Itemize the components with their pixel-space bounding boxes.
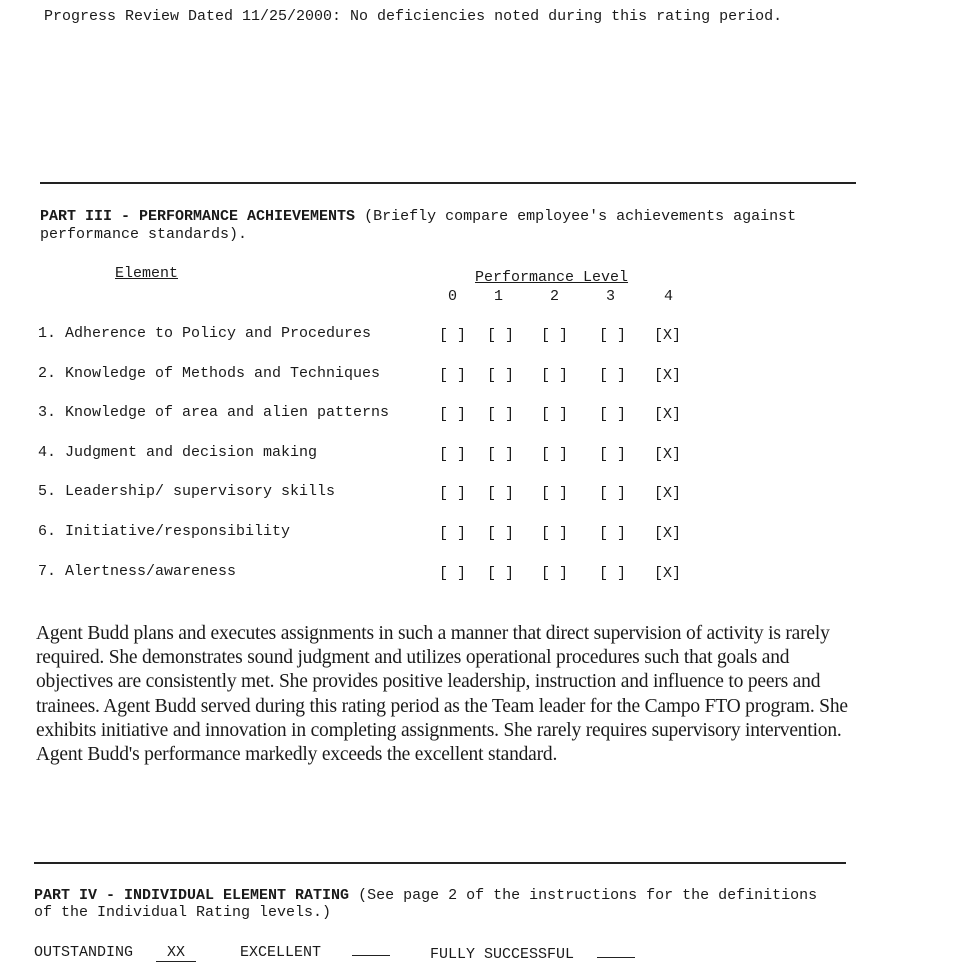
- checkbox-checked[interactable]: [X]: [654, 485, 682, 503]
- rating-fully-successful: [430, 946, 635, 963]
- rating-outstanding: [34, 944, 196, 962]
- checkbox-empty[interactable]: [ ]: [439, 327, 467, 344]
- part4-header: [34, 887, 817, 904]
- element-label: 7. Alertness/awareness: [38, 562, 237, 580]
- rating-fully-successful-mark: [597, 957, 635, 958]
- checkbox-empty[interactable]: [ ]: [439, 485, 467, 503]
- checkbox-empty[interactable]: [ ]: [439, 366, 467, 384]
- level-number: 3: [606, 288, 616, 305]
- narrative-paragraph: Agent Budd plans and executes assignments in such a manner that direct supervision of activity is rarely required. She demonstrates sound judgment and utilizes operational procedures such that goals and objectives are consistently met. She provides positive leadership, instruction and influence to peers and trainees. Agent Budd served during this rating period as the Team leader for the Campo FTO program. She exhibits initiative and innovation in completing assignments. She rarely requires supervisory intervention. Agent Budd's performance markedly exceeds the excellent standard.: [36, 623, 848, 766]
- element-label: 6. Initiative/responsibility: [38, 523, 291, 540]
- section-divider: [40, 182, 856, 184]
- checkbox-empty[interactable]: [ ]: [599, 445, 627, 463]
- checkbox-empty[interactable]: [ ]: [541, 445, 569, 463]
- checkbox-empty[interactable]: [ ]: [541, 406, 569, 424]
- checkbox-empty[interactable]: [ ]: [487, 564, 515, 582]
- checkbox-empty[interactable]: [ ]: [487, 525, 515, 542]
- checkbox-empty[interactable]: [ ]: [599, 406, 627, 424]
- level-number: 1: [494, 288, 504, 305]
- part4-title: PART IV - INDIVIDUAL ELEMENT RATING: [34, 887, 350, 904]
- part4-instruction-cont: of the Individual Rating levels.): [34, 904, 332, 921]
- checkbox-empty[interactable]: [ ]: [541, 366, 569, 384]
- rating-outstanding-mark: XX: [156, 944, 196, 962]
- checkbox-empty[interactable]: [ ]: [439, 564, 467, 582]
- rating-excellent-mark: [352, 955, 390, 956]
- element-label: 3. Knowledge of area and alien patterns: [38, 404, 390, 422]
- checkbox-empty[interactable]: [ ]: [541, 525, 569, 542]
- checkbox-empty[interactable]: [ ]: [487, 327, 515, 344]
- checkbox-empty[interactable]: [ ]: [439, 445, 467, 463]
- part3-instruction-cont: performance standards).: [40, 226, 248, 243]
- part3-title: PART III - PERFORMANCE ACHIEVEMENTS: [40, 208, 356, 225]
- checkbox-checked[interactable]: [X]: [654, 564, 682, 582]
- checkbox-empty[interactable]: [ ]: [599, 564, 627, 582]
- level-number: 0: [448, 288, 458, 305]
- rating-excellent-label: EXCELLENT: [240, 944, 322, 961]
- checkbox-empty[interactable]: [ ]: [487, 406, 515, 424]
- checkbox-empty[interactable]: [ ]: [439, 525, 467, 542]
- element-column-header: Element: [115, 265, 179, 282]
- element-label: 4. Judgment and decision making: [38, 443, 318, 461]
- checkbox-empty[interactable]: [ ]: [541, 327, 569, 344]
- checkbox-empty[interactable]: [ ]: [487, 445, 515, 463]
- checkbox-empty[interactable]: [ ]: [487, 485, 515, 503]
- performance-level-header: Performance Level: [475, 269, 629, 286]
- rating-outstanding-label: OUTSTANDING: [34, 944, 134, 961]
- part4-instruction: (See page 2 of the instructions for the definitions: [358, 887, 818, 904]
- checkbox-empty[interactable]: [ ]: [599, 366, 627, 384]
- checkbox-checked[interactable]: [X]: [654, 366, 682, 384]
- checkbox-empty[interactable]: [ ]: [599, 525, 627, 542]
- checkbox-empty[interactable]: [ ]: [541, 564, 569, 582]
- checkbox-empty[interactable]: [ ]: [541, 485, 569, 503]
- element-label: 5. Leadership/ supervisory skills: [38, 483, 336, 501]
- element-label: 1. Adherence to Policy and Procedures: [38, 325, 372, 342]
- checkbox-checked[interactable]: [X]: [654, 445, 682, 463]
- progress-review-text: Progress Review Dated 11/25/2000: No deficiencies noted during this rating period.: [44, 8, 783, 25]
- part3-header: [40, 208, 796, 225]
- checkbox-empty[interactable]: [ ]: [487, 366, 515, 384]
- checkbox-empty[interactable]: [ ]: [439, 406, 467, 424]
- part3-instruction: (Briefly compare employee's achievements against: [364, 208, 797, 225]
- rating-fully-successful-label: FULLY SUCCESSFUL: [430, 946, 575, 963]
- level-number: 4: [664, 288, 674, 305]
- checkbox-checked[interactable]: [X]: [654, 406, 682, 424]
- element-label: 2. Knowledge of Methods and Techniques: [38, 364, 381, 382]
- checkbox-empty[interactable]: [ ]: [599, 327, 627, 344]
- level-number: 2: [550, 288, 560, 305]
- section-divider: [34, 862, 846, 864]
- rating-excellent: [240, 944, 390, 961]
- checkbox-checked[interactable]: [X]: [654, 327, 682, 344]
- checkbox-empty[interactable]: [ ]: [599, 485, 627, 503]
- checkbox-checked[interactable]: [X]: [654, 525, 682, 542]
